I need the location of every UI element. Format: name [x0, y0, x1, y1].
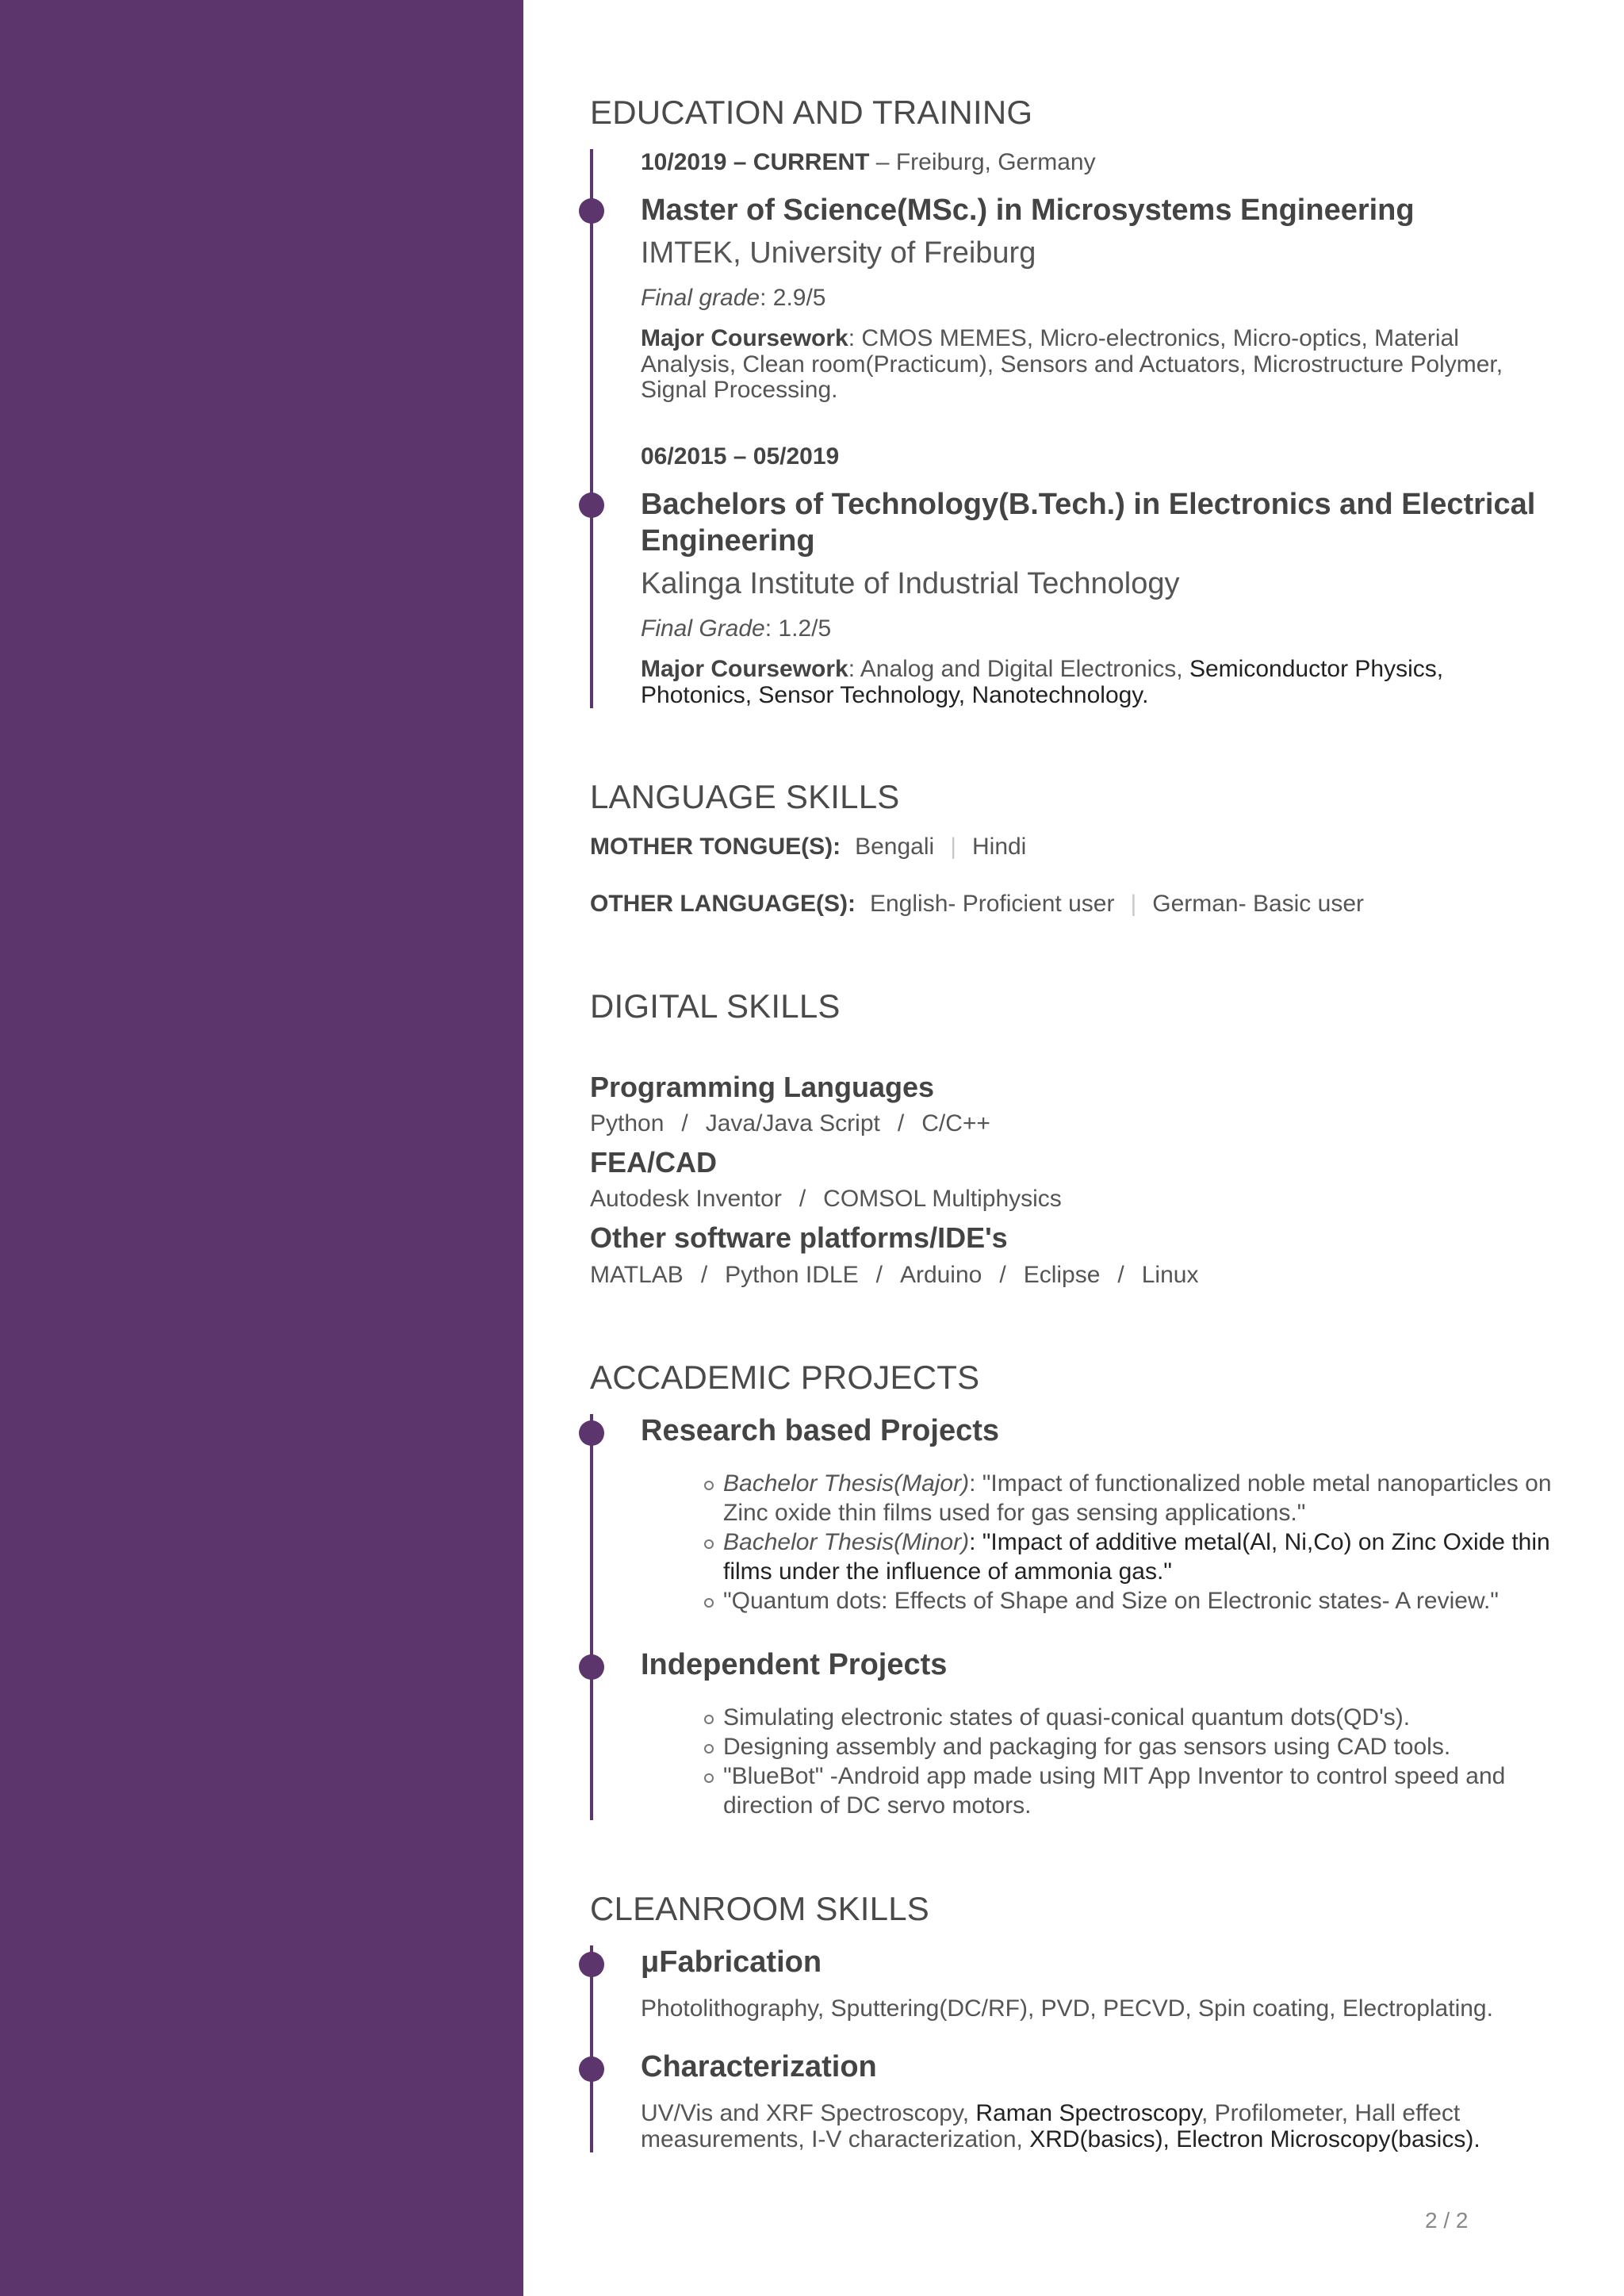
sidebar-panel [0, 0, 523, 2296]
cleanroom-group [641, 2050, 1557, 2152]
section-title-education: EDUCATION AND TRAINING [590, 94, 1033, 131]
major-coursework: Major Coursework: Analog and Digital Electronics, Semiconductor Physics, Photonics, Sensor Technology, Nanotechnology. [641, 656, 1444, 708]
cleanroom-section [590, 1890, 1557, 2152]
project-group-title: Research based Projects [641, 1413, 1000, 1447]
skill-list: Autodesk Inventor / COMSOL Multiphysics [590, 1186, 1062, 1213]
final-grade: Final Grade: 1.2/5 [641, 615, 832, 642]
cleanroom-group [641, 1945, 1557, 2022]
language-section [590, 778, 1557, 918]
institution: IMTEK, University of Freiburg [641, 236, 1036, 270]
timeline-dot [579, 1654, 604, 1680]
timeline-dot [579, 2056, 604, 2082]
entry-date: 10/2019 – CURRENT – Freiburg, Germany [641, 149, 1096, 175]
timeline-dot [579, 1420, 604, 1446]
entry-date: 06/2015 – 05/2019 [641, 443, 840, 470]
final-grade: Final grade: 2.9/5 [641, 285, 826, 312]
section-title-languages: LANGUAGE SKILLS [590, 778, 900, 816]
projects-timeline [590, 1414, 1557, 1821]
project-group [641, 1648, 1557, 1821]
timeline-dot [579, 1952, 604, 1977]
cleanroom-group-title: μFabrication [641, 1945, 822, 1980]
cleanroom-skills: Photolithography, Sputtering(DC/RF), PVD, PECVD, Spin coating, Electroplating. [641, 1995, 1493, 2022]
list-item: "Quantum dots: Effects of Shape and Size on Electronic states- A review." [723, 1586, 1557, 1616]
project-list [641, 1469, 1557, 1616]
projects-section [590, 1359, 1557, 1821]
education-entry [641, 149, 1557, 404]
list-item: "BlueBot" -Android app made using MIT App Inventor to control speed and direction of DC servo motors. [723, 1761, 1557, 1820]
education-entry [641, 443, 1557, 709]
mother-tongue-row: MOTHER TONGUE(S): Bengali | Hindi [590, 834, 1027, 861]
cleanroom-timeline [590, 1945, 1557, 2152]
timeline-dot [579, 493, 604, 518]
section-title-digital: DIGITAL SKILLS [590, 987, 841, 1025]
timeline-dot [579, 198, 604, 224]
other-languages-row: OTHER LANGUAGE(S): English- Proficient user | German- Basic user [590, 891, 1364, 918]
project-group-title: Independent Projects [641, 1647, 948, 1681]
project-group [641, 1414, 1557, 1616]
skill-category: Programming Languages [590, 1071, 935, 1104]
skill-category: FEA/CAD [590, 1146, 717, 1179]
timeline-line [590, 1414, 593, 1821]
education-section [590, 94, 1557, 708]
section-title-projects: ACCADEMIC PROJECTS [590, 1358, 980, 1396]
list-item: Bachelor Thesis(Major): "Impact of functionalized noble metal nanoparticles on Zinc oxide thin films used for gas sensing applications." [723, 1469, 1557, 1527]
timeline-line [590, 149, 593, 708]
institution: Kalinga Institute of Industrial Technology [641, 567, 1180, 601]
project-list [641, 1703, 1557, 1821]
cleanroom-group-title: Characterization [641, 2050, 877, 2084]
list-item: Simulating electronic states of quasi-conical quantum dots(QD's). [723, 1703, 1557, 1732]
degree-title: Master of Science(MSc.) in Microsystems Engineering [641, 194, 1415, 227]
education-timeline [590, 149, 1557, 708]
list-item: Bachelor Thesis(Minor): "Impact of additive metal(Al, Ni,Co) on Zinc Oxide thin films under the influence of ammonia gas." [723, 1527, 1557, 1586]
major-coursework: Major Coursework: CMOS MEMES, Micro-electronics, Micro-optics, Material Analysis, Clean room(Practicum), Sensors and Actuators, Microstructure Polymer, Signal Processing. [641, 325, 1503, 404]
cleanroom-skills: UV/Vis and XRF Spectroscopy, Raman Spectroscopy, Profilometer, Hall effect measurements, I-V characterization, XRD(basics), Electron Microscopy(basics). [641, 2100, 1480, 2153]
skill-list: Python / Java/Java Script / C/C++ [590, 1110, 990, 1137]
digital-skills-section [590, 987, 1557, 1289]
page-number: 2 / 2 [1425, 2208, 1469, 2233]
skill-category: Other software platforms/IDE's [590, 1221, 1008, 1255]
list-item: Designing assembly and packaging for gas sensors using CAD tools. [723, 1732, 1557, 1761]
main-content [590, 94, 1557, 2222]
degree-title: Bachelors of Technology(B.Tech.) in Electronics and Electrical Engineering [641, 487, 1536, 558]
section-title-cleanroom: CLEANROOM SKILLS [590, 1890, 929, 1928]
skill-list: MATLAB / Python IDLE / Arduino / Eclipse / Linux [590, 1261, 1199, 1288]
